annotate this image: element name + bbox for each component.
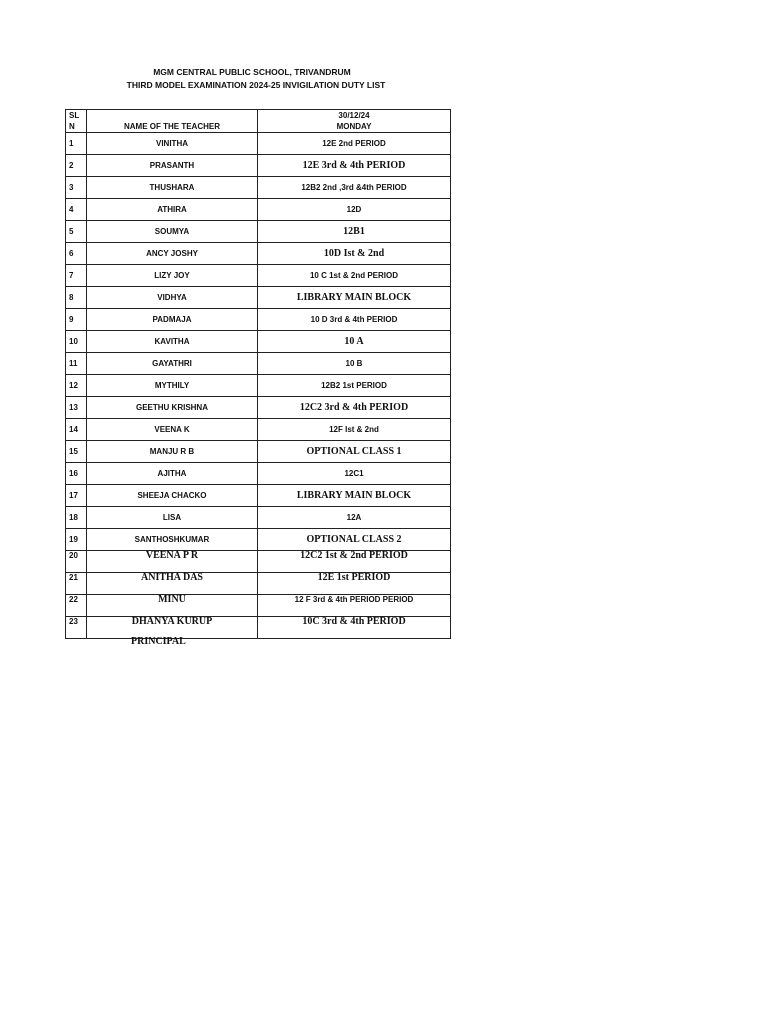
row-teacher-name: VINITHA [87,133,258,155]
row-teacher-name: VEENA K [87,419,258,441]
row-duty: 12E 2nd PERIOD [258,133,451,155]
row-duty: 12C1 [258,463,451,485]
table-row [66,441,451,463]
row-teacher-name: LIZY JOY [87,265,258,287]
row-serial: 8 [66,287,87,309]
col-sl-header [66,110,87,133]
row-duty: 12E 3rd & 4th PERIOD [258,155,451,177]
row-serial: 16 [66,463,87,485]
row-teacher-name: THUSHARA [87,177,258,199]
row-serial: 15 [66,441,87,463]
row-serial: 6 [66,243,87,265]
row-duty: LIBRARY MAIN BLOCK [258,287,451,309]
table-row [66,221,451,243]
row-teacher-name: GEETHU KRISHNA [87,397,258,419]
table-row [66,133,451,155]
row-serial: 7 [66,265,87,287]
row-teacher-name: KAVITHA [87,331,258,353]
col-date-label: 30/12/24 [338,111,370,120]
row-serial: 14 [66,419,87,441]
row-duty: 10 A [258,331,451,353]
row-teacher-name: AJITHA [87,463,258,485]
row-serial: 9 [66,309,87,331]
row-duty: 12D [258,199,451,221]
row-serial: 4 [66,199,87,221]
row-serial: 2 [66,155,87,177]
row-duty: 12A [258,507,451,529]
col-name-header [87,110,258,133]
table-row [66,287,451,309]
row-teacher-name: MYTHILY [87,375,258,397]
table-row [66,265,451,287]
row-serial: 10 [66,331,87,353]
row-duty: 12C2 1st & 2nd PERIOD [258,551,451,573]
row-teacher-name: PRASANTH [87,155,258,177]
table-header-row [66,110,451,133]
row-teacher-name: LISA [87,507,258,529]
table-row [66,617,451,639]
table-row [66,419,451,441]
row-serial: 22 [66,595,87,617]
table-row [66,309,451,331]
table-row [66,353,451,375]
row-teacher-name: ANCY JOSHY [87,243,258,265]
row-duty: 10C 3rd & 4th PERIOD [258,617,451,639]
row-teacher-name: VIDHYA [87,287,258,309]
row-duty: 10 B [258,353,451,375]
row-duty: 12F Ist & 2nd [258,419,451,441]
row-teacher-name: SHEEJA CHACKO [87,485,258,507]
table-row [66,243,451,265]
table-row [66,485,451,507]
col-name-label: NAME OF THE TEACHER [124,121,220,131]
row-serial: 13 [66,397,87,419]
row-serial: 23 [66,617,87,639]
row-teacher-name: PADMAJA [87,309,258,331]
row-teacher-name: ANITHA DAS [87,573,258,595]
row-duty: 12C2 3rd & 4th PERIOD [258,397,451,419]
duty-table [65,109,451,639]
row-duty: OPTIONAL CLASS 2 [258,529,451,551]
row-teacher-name: GAYATHRI [87,353,258,375]
row-duty: 10 C 1st & 2nd PERIOD [258,265,451,287]
school-name: MGM CENTRAL PUBLIC SCHOOL, TRIVANDRUM [153,67,351,77]
table-row [66,551,451,573]
row-teacher-name: SANTHOSHKUMAR [87,529,258,551]
row-duty: LIBRARY MAIN BLOCK [258,485,451,507]
col-day-label: MONDAY [336,122,372,131]
table-row [66,595,451,617]
exam-title: THIRD MODEL EXAMINATION 2024-25 INVIGILATION DUTY LIST [126,80,386,90]
col-date-header [258,110,451,133]
principal-signature-title: PRINCIPAL [131,636,186,647]
table-row [66,507,451,529]
row-serial: 3 [66,177,87,199]
row-teacher-name: MINU [87,595,258,617]
row-serial: 20 [66,551,87,573]
col-sl-line2: N [69,122,75,131]
row-duty: 12B1 [258,221,451,243]
row-duty: 12 F 3rd & 4th PERIOD PERIOD [258,595,451,617]
table-body [66,133,451,639]
row-duty: 12B2 1st PERIOD [258,375,451,397]
row-teacher-name: VEENA P R [87,551,258,573]
row-serial: 12 [66,375,87,397]
row-serial: 5 [66,221,87,243]
col-sl-line1: SL [69,111,80,120]
row-teacher-name: DHANYA KURUP [87,617,258,639]
row-serial: 17 [66,485,87,507]
row-duty: OPTIONAL CLASS 1 [258,441,451,463]
table-row [66,463,451,485]
row-duty: 12B2 2nd ,3rd &4th PERIOD [258,177,451,199]
table-row [66,199,451,221]
table-row [66,177,451,199]
row-teacher-name: MANJU R B [87,441,258,463]
row-teacher-name: ATHIRA [87,199,258,221]
row-serial: 21 [66,573,87,595]
table-row [66,331,451,353]
row-serial: 1 [66,133,87,155]
row-duty: 10D Ist & 2nd [258,243,451,265]
table-row [66,155,451,177]
table-row [66,397,451,419]
row-duty: 10 D 3rd & 4th PERIOD [258,309,451,331]
row-duty: 12E 1st PERIOD [258,573,451,595]
table-row [66,573,451,595]
row-teacher-name: SOUMYA [87,221,258,243]
row-serial: 18 [66,507,87,529]
row-serial: 19 [66,529,87,551]
table-row [66,375,451,397]
row-serial: 11 [66,353,87,375]
table-row [66,529,451,551]
